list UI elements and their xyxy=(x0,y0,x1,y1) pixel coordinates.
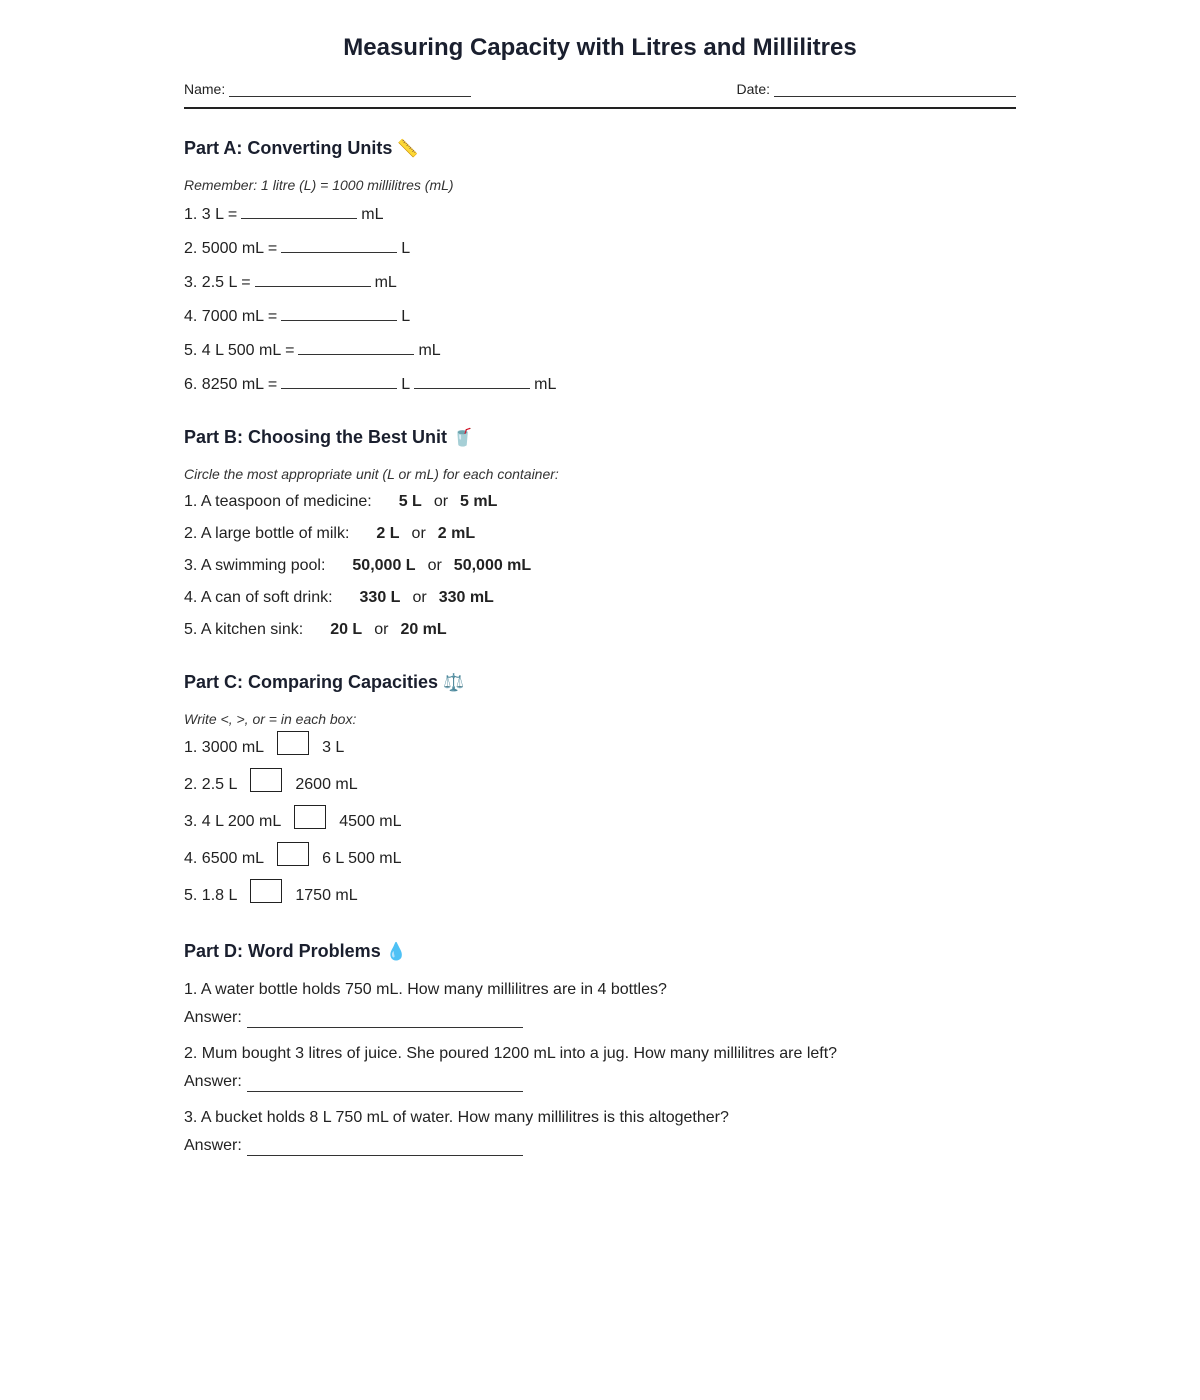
comparison-box[interactable] xyxy=(277,842,309,866)
name-label: Name: xyxy=(184,81,226,97)
part-b-instruction: Circle the most appropriate unit (L or mL) for each container: xyxy=(184,466,559,482)
answer-line[interactable] xyxy=(247,1011,523,1028)
option-litres[interactable]: 330 L xyxy=(359,589,401,606)
part-c-question: 3. 4 L 200 mL 4500 mL xyxy=(184,810,1016,834)
option-millilitres[interactable]: 20 mL xyxy=(400,621,447,638)
option-millilitres[interactable]: 330 mL xyxy=(438,589,494,606)
part-c xyxy=(184,670,1016,908)
answer-blank[interactable] xyxy=(281,237,397,253)
part-a-question: 5. 4 L 500 mL = mL xyxy=(184,339,1016,361)
part-c-question: 1. 3000 mL 3 L xyxy=(184,736,1016,760)
comparison-box[interactable] xyxy=(250,768,282,792)
part-d-heading: Part D: Word Problems 💧 xyxy=(184,941,407,961)
part-b-question: 3. A swimming pool: 50,000 L or 50,000 mL xyxy=(184,557,532,574)
option-litres[interactable]: 50,000 L xyxy=(352,557,416,574)
balance-scale-icon: ⚖️ xyxy=(443,673,465,692)
part-a xyxy=(184,136,1016,395)
option-millilitres[interactable]: 50,000 mL xyxy=(453,557,532,574)
answer-blank[interactable] xyxy=(281,305,397,321)
date-line[interactable] xyxy=(774,82,1016,97)
option-millilitres[interactable]: 5 mL xyxy=(460,493,498,510)
answer-blank[interactable] xyxy=(241,203,357,219)
part-a-note: Remember: 1 litre (L) = 1000 millilitres (mL) xyxy=(184,177,454,193)
name-line[interactable] xyxy=(229,82,471,97)
part-a-question: 1. 3 L = mL xyxy=(184,203,1016,225)
option-millilitres[interactable]: 2 mL xyxy=(437,525,476,542)
ruler-icon: 📏 xyxy=(397,139,419,158)
part-b-heading: Part B: Choosing the Best Unit 🥤 xyxy=(184,427,474,447)
answer-row: Answer: xyxy=(184,1008,1016,1028)
word-problem xyxy=(184,980,1016,1028)
answer-blank[interactable] xyxy=(281,373,397,389)
answer-blank[interactable] xyxy=(298,339,414,355)
part-b-question: 5. A kitchen sink: 20 L or 20 mL xyxy=(184,621,447,638)
part-b-question: 1. A teaspoon of medicine: 5 L or 5 mL xyxy=(184,493,498,510)
answer-blank[interactable] xyxy=(414,373,530,389)
answer-blank[interactable] xyxy=(255,271,371,287)
comparison-box[interactable] xyxy=(250,879,282,903)
word-problem xyxy=(184,1108,1016,1156)
date-label: Date: xyxy=(736,81,770,97)
part-a-question: 4. 7000 mL = L xyxy=(184,305,1016,327)
part-c-question: 4. 6500 mL 6 L 500 mL xyxy=(184,847,1016,871)
part-a-heading: Part A: Converting Units 📏 xyxy=(184,138,419,158)
word-problem-text: 3. A bucket holds 8 L 750 mL of water. How many millilitres is this altogether? xyxy=(184,1109,729,1126)
part-c-question: 5. 1.8 L 1750 mL xyxy=(184,884,1016,908)
option-litres[interactable]: 20 L xyxy=(330,621,363,638)
part-b xyxy=(184,425,1016,640)
word-problem-text: 2. Mum bought 3 litres of juice. She poured 1200 mL into a jug. How many millilitres are left? xyxy=(184,1045,838,1062)
comparison-box[interactable] xyxy=(294,805,326,829)
part-a-question: 2. 5000 mL = L xyxy=(184,237,1016,259)
word-problem-text: 1. A water bottle holds 750 mL. How many millilitres are in 4 bottles? xyxy=(184,981,667,998)
worksheet-page xyxy=(184,0,1016,1156)
part-d xyxy=(184,939,1016,1156)
answer-row: Answer: xyxy=(184,1072,1016,1092)
answer-line[interactable] xyxy=(247,1075,523,1092)
droplet-icon: 💧 xyxy=(385,942,407,961)
option-litres[interactable]: 2 L xyxy=(376,525,400,542)
date-field xyxy=(737,81,1016,97)
option-litres[interactable]: 5 L xyxy=(398,493,422,510)
answer-line[interactable] xyxy=(247,1139,523,1156)
header xyxy=(184,81,1016,109)
part-b-question: 4. A can of soft drink: 330 L or 330 mL xyxy=(184,589,494,606)
part-c-instruction: Write <, >, or = in each box: xyxy=(184,711,357,727)
part-c-heading: Part C: Comparing Capacities ⚖️ xyxy=(184,672,465,692)
part-c-question: 2. 2.5 L 2600 mL xyxy=(184,773,1016,797)
part-b-question: 2. A large bottle of milk: 2 L or 2 mL xyxy=(184,525,476,542)
answer-row: Answer: xyxy=(184,1136,1016,1156)
page-title: Measuring Capacity with Litres and Millilitres xyxy=(343,34,857,61)
comparison-box[interactable] xyxy=(277,731,309,755)
part-a-question: 6. 8250 mL = L mL xyxy=(184,373,1016,395)
name-field xyxy=(184,81,471,97)
part-a-question: 3. 2.5 L = mL xyxy=(184,271,1016,293)
cup-with-straw-icon: 🥤 xyxy=(452,428,474,447)
word-problem xyxy=(184,1044,1016,1092)
